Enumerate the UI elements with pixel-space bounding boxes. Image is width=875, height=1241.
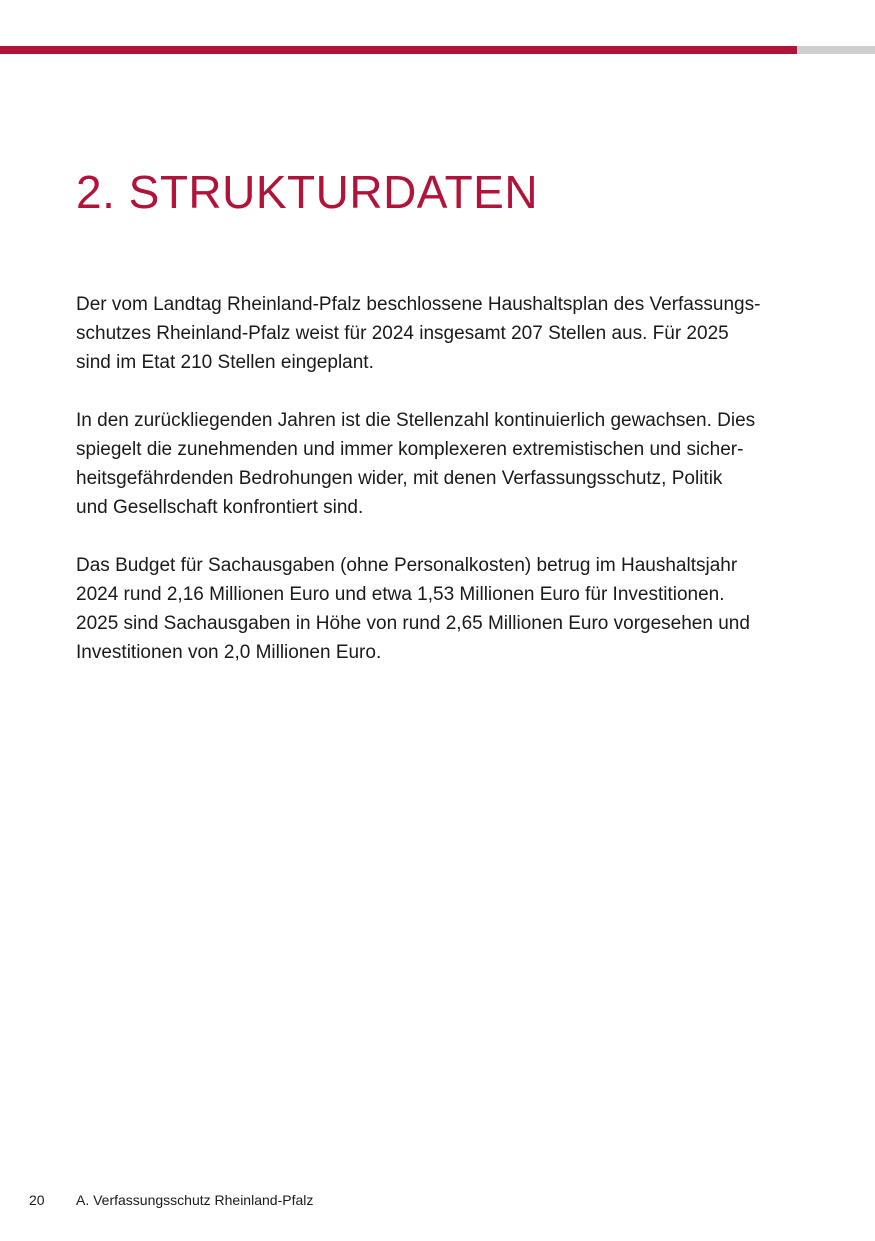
header-accent-bar-red xyxy=(0,46,797,54)
page-number: 20 xyxy=(29,1192,45,1208)
text-line: Der vom Landtag Rheinland-Pfalz beschlossene Haushaltsplan des Verfassungs- xyxy=(76,294,761,315)
paragraph-growth xyxy=(76,406,806,522)
text-line: heitsgefährdenden Bedrohungen wider, mit denen Verfassungsschutz, Politik xyxy=(76,468,723,489)
text-line: und Gesellschaft konfrontiert sind. xyxy=(76,497,364,518)
text-line: 2024 rund 2,16 Millionen Euro und etwa 1,53 Millionen Euro für Investitionen. xyxy=(76,584,725,605)
text-line: 2025 sind Sachausgaben in Höhe von rund 2,65 Millionen Euro vorgesehen und xyxy=(76,613,750,634)
page-footer xyxy=(0,1188,875,1212)
paragraph-staffing xyxy=(76,290,806,377)
paragraph-budget xyxy=(76,551,806,667)
text-line: Das Budget für Sachausgaben (ohne Personalkosten) betrug im Haushaltsjahr xyxy=(76,555,738,576)
text-line: Investitionen von 2,0 Millionen Euro. xyxy=(76,642,382,663)
text-line: spiegelt die zunehmenden und immer komplexeren extremistischen und sicher- xyxy=(76,439,744,460)
header-accent-bar xyxy=(0,46,875,54)
page-title: 2. STRUKTURDATEN xyxy=(76,166,539,218)
header-accent-bar-grey xyxy=(797,46,875,54)
text-line: In den zurückliegenden Jahren ist die Stellenzahl kontinuierlich gewachsen. Dies xyxy=(76,410,756,431)
running-title: A. Verfassungsschutz Rheinland-Pfalz xyxy=(76,1192,314,1208)
text-line: schutzes Rheinland-Pfalz weist für 2024 insgesamt 207 Stellen aus. Für 2025 xyxy=(76,323,729,344)
text-line: sind im Etat 210 Stellen eingeplant. xyxy=(76,352,374,373)
body-text xyxy=(76,290,806,696)
